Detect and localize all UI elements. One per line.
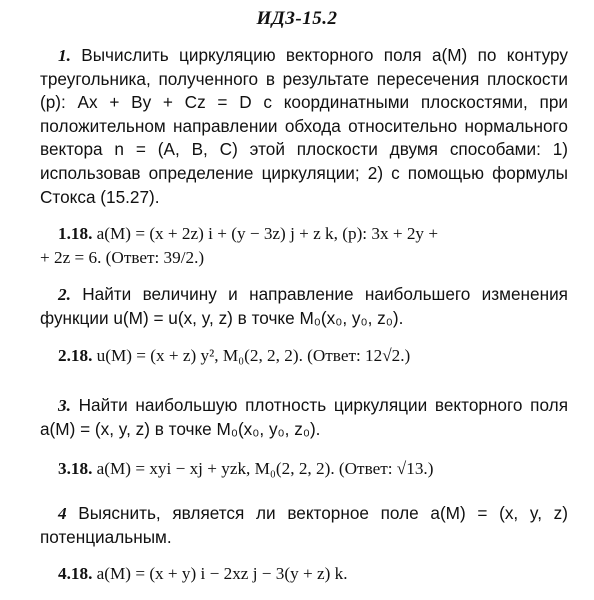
task-2-text: Найти величину и направление наибольшего изменения функции u(M) = u(x, y, z) в точке M₀(x₀, y₀, z₀). [40,284,568,328]
variant-2-text: u(M) = (x + z) y², M₀(2, 2, 2). (Ответ: 12√2.) [96,346,411,365]
task-1-text: Вычислить циркуляцию векторного поля a(M) по контуру треугольника, полученного в результате пересечения плоскости (p): Ax + By + Cz = D с координатными плоскостями, при положительном направлении обхода относительно нормального вектора n = (A, B, C) этой плоскости двумя способами: 1) использовав определение циркуляции; 2) с помощью формулы Стокса (15.27). [40,45,568,207]
task-1 [40,44,568,209]
variant-1 [40,222,568,269]
task-2 [40,283,568,330]
variant-3 [58,457,568,481]
task-3 [40,394,568,441]
page-title: ИДЗ-15.2 [256,8,338,29]
task-4-text: Выяснить, является ли векторное поле a(M) = (x, y, z) потенциальным. [40,503,568,547]
variant-4-number: 4.18. [58,564,93,583]
variant-1-number: 1.18. [58,224,93,243]
task-4 [40,502,568,549]
variant-4 [58,562,568,586]
variant-3-text: a(M) = xyi − xj + yzk, M₀(2, 2, 2). (Ответ: √13.) [96,459,434,478]
variant-1-line-2: + 2z = 6. (Ответ: 39/2.) [40,247,205,267]
variant-2 [58,344,568,368]
task-2-number: 2. [58,285,71,304]
variant-1-line-1: a(M) = (x + 2z) i + (y − 3z) j + z k, (p): 3x + 2y + [96,224,439,243]
task-4-number: 4 [58,504,67,523]
variant-2-number: 2.18. [58,346,93,365]
task-3-number: 3. [58,396,71,415]
variant-3-number: 3.18. [58,459,93,478]
variant-4-text: a(M) = (x + y) i − 2xz j − 3(y + z) k. [96,564,348,583]
task-1-number: 1. [58,46,71,65]
task-3-text: Найти наибольшую плотность циркуляции векторного поля a(M) = (x, y, z) в точке M₀(x₀, y₀, z₀). [40,395,568,439]
